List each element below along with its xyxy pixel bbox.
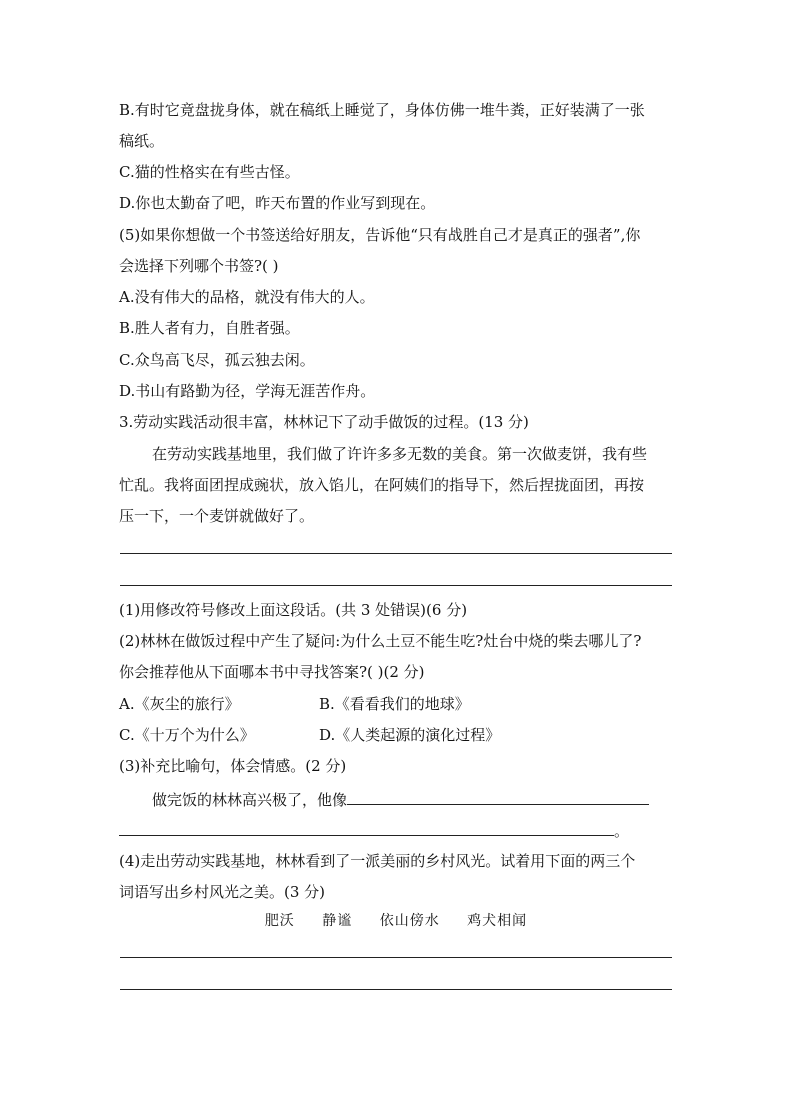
period: 。 bbox=[614, 822, 630, 840]
q5-option-b: B.胜人者有力，自胜者强。 bbox=[119, 319, 300, 337]
book-option-a: A.《灰尘的旅行》 bbox=[119, 695, 240, 713]
passage-line3: 压一下，一个麦饼就做好了。 bbox=[119, 507, 315, 525]
question-5-line1: (5)如果你想做一个书签送给好朋友，告诉他“只有战胜自己才是真正的强者”,你 bbox=[119, 226, 641, 244]
book-option-c: C.《十万个为什么》 bbox=[119, 726, 255, 744]
word-item: 鸡犬相闻 bbox=[467, 913, 528, 929]
word-bank bbox=[0, 911, 792, 931]
simile-continuation bbox=[119, 819, 629, 841]
book-option-d: D.《人类起源的演化过程》 bbox=[319, 726, 501, 744]
answer-line[interactable] bbox=[120, 585, 672, 586]
book-option-b: B.《看看我们的地球》 bbox=[319, 695, 470, 713]
option-c: C.猫的性格实在有些古怪。 bbox=[119, 163, 300, 181]
simile-prompt-text: 做完饭的林林高兴极了，他像 bbox=[152, 791, 348, 809]
question-5-line2: 会选择下列哪个书签?( ) bbox=[119, 257, 279, 275]
word-item: 静谧 bbox=[322, 913, 353, 929]
answer-line[interactable] bbox=[120, 553, 672, 554]
option-d: D.你也太勤奋了吧，昨天布置的作业写到现在。 bbox=[119, 194, 436, 212]
q5-option-a: A.没有伟大的品格，就没有伟大的人。 bbox=[119, 288, 375, 306]
sub-question-2-line2: 你会推荐他从下面哪本书中寻找答案?( )(2 分) bbox=[119, 663, 425, 681]
sub-question-4-line1: (4)走出劳动实践基地，林林看到了一派美丽的乡村风光。试着用下面的两三个 bbox=[119, 852, 636, 870]
sub-question-3: (3)补充比喻句，体会情感。(2 分) bbox=[119, 757, 347, 775]
sub-question-2-line1: (2)林林在做饭过程中产生了疑问:为什么土豆不能生吃?灶台中烧的柴去哪儿了? bbox=[119, 632, 642, 650]
passage-line2: 忙乱。我将面团捏成豌状，放入馅儿，在阿姨们的指导下，然后捏拢面团，再按 bbox=[119, 476, 645, 494]
simile-prompt bbox=[152, 788, 649, 810]
option-b-line2: 稿纸。 bbox=[119, 132, 165, 150]
word-item: 依山傍水 bbox=[379, 913, 440, 929]
simile-blank-2[interactable] bbox=[119, 819, 614, 836]
option-b-line1: B.有时它竟盘拢身体，就在稿纸上睡觉了，身体仿佛一堆牛粪，正好装满了一张 bbox=[119, 101, 645, 119]
word-item: 肥沃 bbox=[264, 913, 295, 929]
q5-option-c: C.众鸟高飞尽，孤云独去闲。 bbox=[119, 351, 315, 369]
q5-option-d: D.书山有路勤为径，学海无涯苦作舟。 bbox=[119, 382, 376, 400]
answer-line[interactable] bbox=[120, 989, 672, 990]
simile-blank[interactable] bbox=[347, 788, 649, 805]
sub-question-1: (1)用修改符号修改上面这段话。(共 3 处错误)(6 分) bbox=[119, 601, 468, 619]
sub-question-4-line2: 词语写出乡村风光之美。(3 分) bbox=[119, 883, 326, 901]
answer-line[interactable] bbox=[120, 957, 672, 958]
question-3-title: 3.劳动实践活动很丰富，林林记下了动手做饭的过程。(13 分) bbox=[119, 413, 529, 431]
passage-line1: 在劳动实践基地里，我们做了许许多多无数的美食。第一次做麦饼，我有些 bbox=[152, 445, 648, 463]
